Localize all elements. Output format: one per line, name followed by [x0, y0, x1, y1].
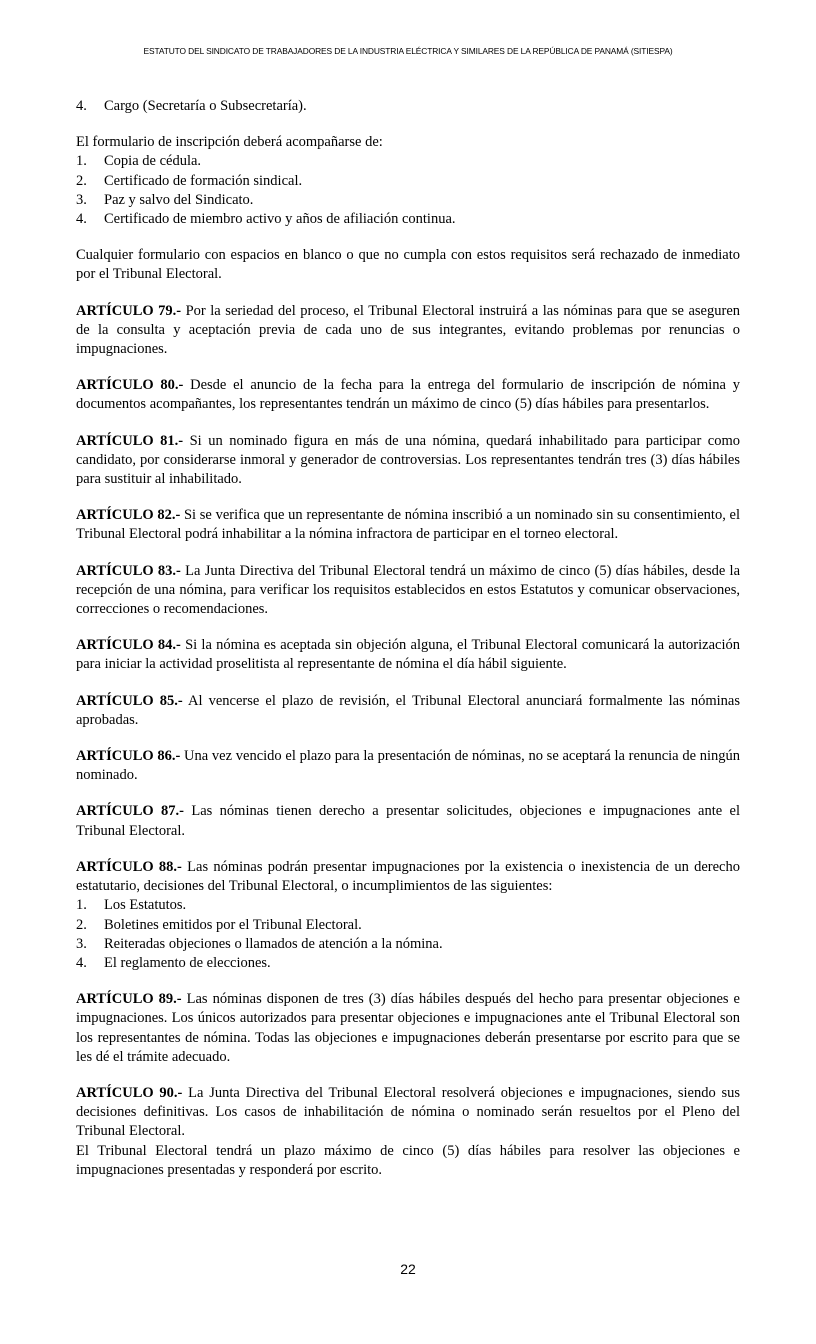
list-item: 1. Copia de cédula. — [76, 153, 202, 170]
article-89: ARTÍCULO 89.- Las nóminas disponen de tres (3) días hábiles después del hecho para presentar objeciones e impugnaciones. Los únicos autorizados para presentar objeciones e impugnaciones ante el Tribunal Electoral son los representantes de nómina. Todas las objeciones e impugnaciones deberán presentarse por escrito para que se les dé el trámite adecuado. — [76, 991, 740, 1065]
requirements-list — [76, 152, 740, 229]
article-87: ARTÍCULO 87.- Las nóminas tienen derecho a presentar solicitudes, objeciones e impugnaciones ante el Tribunal Electoral. — [76, 803, 741, 839]
article-88-list — [76, 896, 740, 973]
requirements-intro: El formulario de inscripción deberá acompañarse de: — [76, 134, 383, 151]
form-requirements — [76, 133, 740, 229]
article-88: ARTÍCULO 88.- Las nóminas podrán presentar impugnaciones por la existencia o inexistencia de un derecho estatutario, decisiones del Tribunal Electoral, o incumplimientos de las siguientes: 1. Los Estatutos. 2. Boletines emitidos por el Tribunal Electoral. 3. Reiteradas objeciones o llamados de atención a la nómina. 4. El reglamento de elecciones. — [76, 858, 740, 973]
list-item: 4. El reglamento de elecciones. — [76, 954, 271, 971]
article-84: ARTÍCULO 84.- Si la nómina es aceptada sin objeción alguna, el Tribunal Electoral comunicará la autorización para iniciar la actividad proselitista al representante de nómina el día hábil siguiente. — [76, 637, 740, 673]
article-82: ARTÍCULO 82.- Si se verifica que un representante de nómina inscribió a un nominado sin su consentimiento, el Tribunal Electoral podrá inhabilitar a la nómina infractora de participar en el torneo electoral. — [76, 507, 740, 543]
article-81: ARTÍCULO 81.- Si un nominado figura en más de una nómina, quedará inhabilitado para participar como candidato, por considerarse inmoral y generador de controversias. Los representantes tendrán tres (3) días hábiles para sustituir al inhabilitado. — [76, 432, 741, 488]
rejection-note: Cualquier formulario con espacios en blanco o que no cumpla con estos requisitos será rechazado de inmediato por el Tribunal Electoral. — [76, 247, 740, 283]
article-85: ARTÍCULO 85.- Al vencerse el plazo de revisión, el Tribunal Electoral anunciará formalmente las nóminas aprobadas. — [76, 692, 740, 728]
article-79: ARTÍCULO 79.- Por la seriedad del proceso, el Tribunal Electoral instruirá a las nóminas para que se aseguren de la consulta y aceptación previa de cada uno de sus integrantes, evitando problemas por renuncias o impugnaciones. — [76, 302, 741, 358]
document-body — [76, 97, 740, 1197]
list-item: 2. Boletines emitidos por el Tribunal Electoral. — [76, 916, 362, 933]
running-header: ESTATUTO DEL SINDICATO DE TRABAJADORES DE LA INDUSTRIA ELÉCTRICA Y SIMILARES DE LA REPÚBLICA DE PANAMÁ (SITIESPA) — [143, 46, 673, 56]
article-90: ARTÍCULO 90.- La Junta Directiva del Tribunal Electoral resolverá objeciones e impugnaciones, siendo sus decisiones definitivas. Los casos de inhabilitación de nómina o nominado serán resueltos por el Pleno del Tribunal Electoral. El Tribunal Electoral tendrá un plazo máximo de cinco (5) días hábiles para resolver las objeciones e impugnaciones presentadas y responderá por escrito. — [76, 1084, 740, 1180]
list-item: 4. Cargo (Secretaría o Subsecretaría). — [76, 98, 307, 114]
list-item: 1. Los Estatutos. — [76, 897, 187, 914]
article-86: ARTÍCULO 86.- Una vez vencido el plazo para la presentación de nóminas, no se aceptará la renuncia de ningún nominado. — [76, 748, 741, 784]
article-90-extra: El Tribunal Electoral tendrá un plazo máximo de cinco (5) días hábiles para resolver las objeciones e impugnaciones presentadas y responderá por escrito. — [76, 1142, 740, 1178]
list-item: 3. Paz y salvo del Sindicato. — [76, 191, 254, 208]
page-number: 22 — [400, 1261, 416, 1277]
list-item: 4. Certificado de miembro activo y años de afiliación continua. — [76, 211, 456, 228]
article-80: ARTÍCULO 80.- Desde el anuncio de la fecha para la entrega del formulario de inscripción de nómina y documentos acompañantes, los representantes tendrán un máximo de cinco (5) días hábiles para presentarlos. — [76, 377, 741, 413]
article-83: ARTÍCULO 83.- La Junta Directiva del Tribunal Electoral tendrá un máximo de cinco (5) días hábiles, desde la recepción de una nómina, para verificar los requisitos establecidos en estos Estatutos y comunicar observaciones, correcciones o recomendaciones. — [76, 562, 741, 618]
list-item: 3. Reiteradas objeciones o llamados de atención a la nómina. — [76, 935, 443, 952]
top-list — [76, 97, 740, 116]
list-item: 2. Certificado de formación sindical. — [76, 172, 303, 189]
